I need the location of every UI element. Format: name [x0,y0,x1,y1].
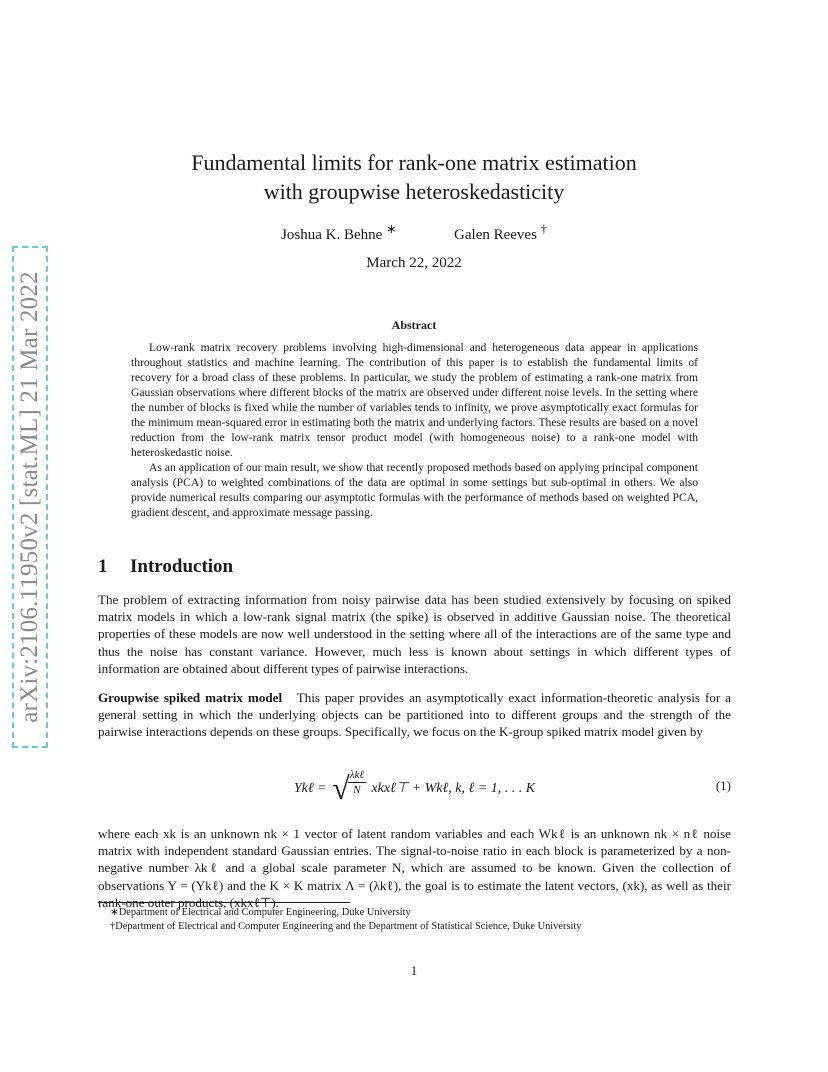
equation-rhs: xkxℓ⊤ + Wkℓ, k, ℓ = 1, . . . K [371,781,536,796]
author-list [100,221,728,244]
abstract-heading: Abstract [391,318,437,332]
footnotes [110,906,730,934]
author-2-footnote-mark: † [540,222,547,236]
equation-lhs: Ykℓ = [293,780,327,796]
equation-fraction: λkℓ N [349,768,364,796]
author-2: Galen Reeves † [454,222,547,243]
intro-paragraph-3: where each xk is an unknown nk × 1 vector of latent random variables and each Wkℓ is an unknown nk × nℓ noise matrix with independent standard Gaussian entries. The signal-to-noise ratio in each block is parameterized by a non-negative number λkℓ and a global scale parameter N, which are assumed to be known. Given the collection of observations Y = (Ykℓ) and the K × K matrix Λ = (λkℓ), the goal is to estimate the latent vectors, (xk), as well as their rank-one outer products, (xkxℓ⊤). [98,826,731,910]
intro-paragraph-2 [98,689,731,741]
paper-title [100,148,728,206]
abstract-paragraph-1: Low-rank matrix recovery problems involving high-dimensional and heterogeneous data appear in applications throughout statistics and machine learning. The contribution of this paper is to establish the fundamental limits of recovery for a broad class of these problems. In particular, we study the problem of estimating a rank-one matrix from Gaussian observations where different blocks of the matrix are observed under different noise levels. In the setting where the number of blocks is fixed while the number of variables tends to infinity, we prove asymptotically exact formulas for the minimum mean-squared error in estimating both the matrix and underlying factors. These results are based on a novel reduction from the low-rank matrix tensor product model (with homogeneous noise) to a rank-one model with heteroskedastic noise. [131,341,698,459]
section-number: 1 [98,556,108,577]
fraction-denominator: N [353,783,361,796]
footnote-2: †Department of Electrical and Computer Engineering and the Department of Statistical Science, Duke University [110,921,582,932]
footnote-1: ∗Department of Electrical and Computer Engineering, Duke University [110,907,411,918]
intro-paragraph-1: The problem of extracting information from noisy pairwise data has been studied extensively by focusing on spiked matrix models in which a low-rank signal matrix (the spike) is observed in additive Gaussian noise. The theoretical properties of these models are now well understood in the setting where all of the interactions are of the same type and thus the noise has constant variance. However, much less is known about settings in which different types of information are obtained about different types of pairwise interactions. [98,592,731,676]
equation-label: (1) [715,778,731,793]
paper-date: March 22, 2022 [366,255,462,271]
abstract-body [131,340,698,520]
section-heading [98,556,233,578]
page-number: 1 [410,963,418,978]
arxiv-sidebar-stamp [12,246,48,748]
arxiv-identifier: arXiv:2106.11950v2 [stat.ML] 21 Mar 2022 [16,271,43,723]
title-line-2: with groupwise heteroskedasticity [263,179,565,204]
author-1-footnote-mark: ∗ [386,222,397,236]
footnote-divider [98,902,350,903]
paragraph-heading: Groupwise spiked matrix model [98,690,283,705]
square-root: √ λkℓ N [332,768,364,806]
abstract-paragraph-2: As an application of our main result, we show that recently proposed methods based on applying principal component analysis (PCA) to weighted combinations of the data are optimal in some settings but sub-optimal in others. We also provide numerical results comparing our asymptotic formulas with the performance of methods based on weighted PCA, gradient descent, and approximate message passing. [131,461,698,519]
equation-1 [98,766,731,810]
author-1: Joshua K. Behne ∗ [281,222,397,243]
section-title: Introduction [130,556,234,577]
paragraph-2-text: This paper provides an asymptotically exact information-theoretic analysis for a general setting in which the underlying objects can be partitioned into to different groups and the strength of the pairwise interactions depends on these groups. Specifically, we focus on the K-group spiked matrix model given by [98,690,731,740]
title-line-1: Fundamental limits for rank-one matrix estimation [191,150,637,175]
